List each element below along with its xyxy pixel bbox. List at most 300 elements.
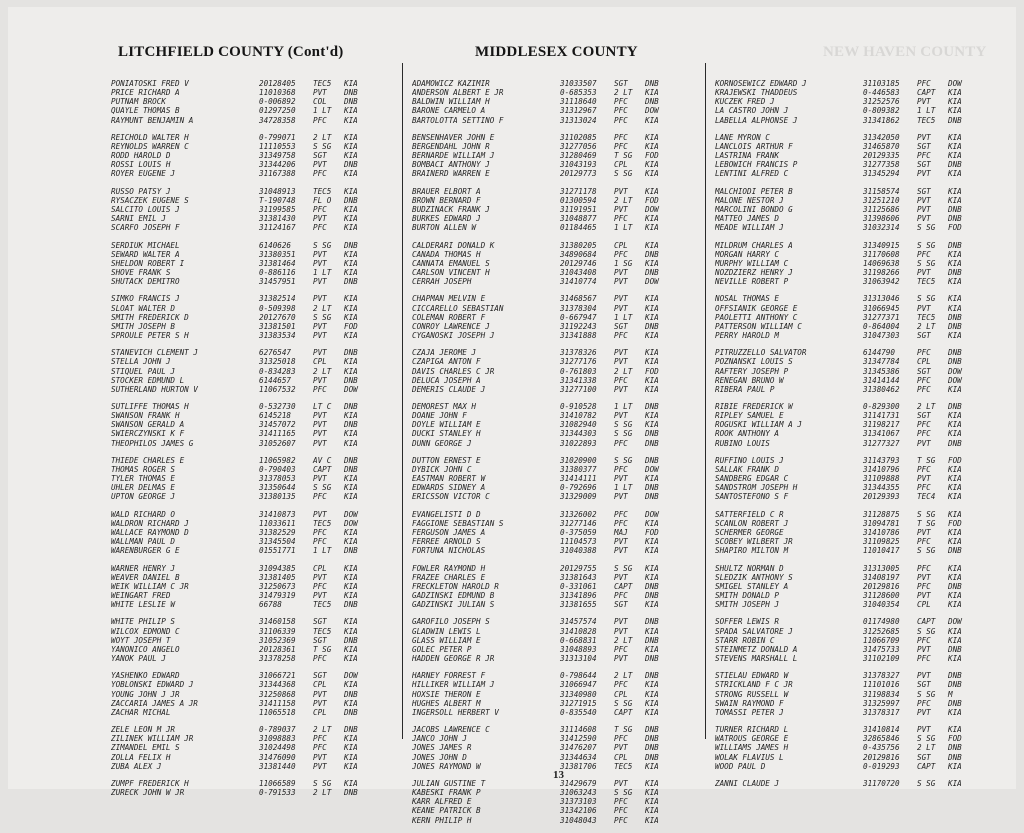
roster-block [111,671,370,717]
status: KIA [948,563,962,573]
rank: PVT [313,411,327,421]
status: KIA [948,528,962,538]
rank: 2 LT [917,402,936,412]
rank: S SG [917,294,936,304]
roster-row [111,214,370,223]
soldier-name: YANOK PAUL J [111,654,166,663]
rank: PFC [917,698,931,708]
rank: PFC [313,743,327,753]
roster-row [412,474,671,483]
rank: S SG [614,429,633,439]
status: KIA [948,537,962,547]
roster-block [715,779,974,788]
roster-row [715,528,974,537]
soldier-name: BERGENDAHL JOHN R [412,141,490,151]
serial-number: 31277327 [863,438,900,448]
rank: PFC [917,348,931,358]
status: KIA [948,429,962,439]
soldier-name: BRAUER ELBORT A [412,186,481,196]
status: KIA [344,644,358,654]
roster-row [412,79,671,88]
serial-number: 31118640 [560,97,597,107]
roster-block [715,510,974,556]
roster-row [412,743,671,752]
roster-row [715,97,974,106]
roster-row [715,474,974,483]
status: KIA [645,761,659,771]
status: DNB [344,97,358,107]
soldier-name: KUCZEK FRED J [715,97,775,107]
soldier-name: GAROFILO JOSEPH S [412,617,490,627]
serial-number: 31457072 [259,420,296,430]
soldier-name: SATTERFIELD C R [715,509,784,519]
rank: PVT [313,698,327,708]
serial-number: 31465870 [863,141,900,151]
status: KIA [948,303,962,313]
rank: PVT [917,267,931,277]
status: DNB [645,492,659,502]
serial-number: 31052369 [259,635,296,645]
rank: CPL [313,357,327,367]
status: KIA [344,743,358,753]
status: KIA [344,411,358,421]
serial-number: 0-761803 [560,366,597,376]
status: DNB [344,546,358,556]
rank: SGT [917,141,931,151]
rank: S SG [313,483,332,493]
status: DNB [344,707,358,717]
soldier-name: DEMOREST MAX H [412,402,477,412]
roster-row [412,600,671,609]
soldier-name: SWAIN RAYMOND F [715,698,784,708]
rank: SGT [917,366,931,376]
soldier-name: JONES JOHN D [412,752,467,762]
rank: PVT [917,214,931,224]
roster-row [715,617,974,626]
soldier-name: JONES JAMES R [412,743,472,753]
roster-row [111,411,370,420]
status: KIA [948,186,962,196]
status: FOD [948,734,962,744]
serial-number: 0-790403 [259,465,296,475]
rank: PFC [614,214,628,224]
status: DOW [948,79,962,88]
roster-row [715,322,974,331]
serial-number: 31412590 [560,734,597,744]
soldier-name: SMITH DONALD P [715,591,780,601]
roster-row [715,734,974,743]
roster-row [111,456,370,465]
serial-number: 20129335 [863,151,900,161]
roster-row [715,250,974,259]
rank: TEC5 [313,79,332,88]
roster-row [715,537,974,546]
status: KIA [344,734,358,744]
soldier-name: RIBIE FREDERICK W [715,402,793,412]
heading-litchfield-county: LITCHFIELD COUNTY (Cont'd) [118,44,344,60]
roster-row [111,223,370,232]
serial-number: 31106339 [259,626,296,636]
rank: PVT [917,97,931,107]
status: DNB [645,654,659,663]
rank: PFC [614,591,628,601]
soldier-name: SCANLON ROBERT J [715,518,789,528]
roster-block [111,348,370,394]
serial-number: 31410774 [560,277,597,287]
status: KIA [645,160,659,170]
serial-number: 31378327 [863,671,900,681]
status: KIA [948,474,962,484]
serial-number: 0-910528 [560,402,597,412]
status: KIA [344,249,358,259]
rank: PFC [614,734,628,744]
roster-row [412,97,671,106]
roster-row [111,546,370,555]
roster-row [715,367,974,376]
roster-row [715,725,974,734]
rank: PFC [614,132,628,142]
soldier-name: EASTMAN ROBERT W [412,474,486,484]
soldier-name: NOZDZIERZ HENRY J [715,267,793,277]
roster-block [111,133,370,179]
serial-number: 0-834283 [259,366,296,376]
soldier-name: GLASS WILLIAM E [412,635,481,645]
roster-block [111,294,370,340]
status: DNB [645,402,659,412]
soldier-name: WARENBURGER G E [111,546,180,556]
soldier-name: INGERSOLL HERBERT V [412,707,499,717]
soldier-name: ZUBA ALEX J [111,761,162,771]
rank: CPL [917,600,931,610]
rank: S SG [313,778,332,788]
status: DNB [948,581,962,591]
serial-number: 31381440 [259,761,296,771]
roster-row [715,627,974,636]
soldier-name: SUTLIFFE THOMAS H [111,402,189,412]
serial-number: 31094781 [863,518,900,528]
roster-row [111,169,370,178]
rank: 2 LT [614,671,633,681]
serial-number: 31271178 [560,186,597,196]
rank: T SG [614,725,633,735]
rank: PFC [917,563,931,573]
roster-block [111,79,370,125]
roster-row [715,582,974,591]
serial-number: 31457951 [259,277,296,287]
status: KIA [344,366,358,376]
serial-number: 31378053 [259,474,296,484]
roster-row [412,223,671,232]
status: KIA [645,240,659,250]
serial-number: 31098883 [259,734,296,744]
roster-row [715,196,974,205]
roster-row [111,97,370,106]
soldier-name: WALLACE RAYMOND D [111,528,189,538]
roster-row [412,816,671,825]
serial-number: 31382514 [259,294,296,304]
roster-row [715,429,974,438]
serial-number: 6140626 [259,240,292,250]
roster-row [412,411,671,420]
roster-row [412,116,671,125]
rank: SGT [917,411,931,421]
roster-row [412,357,671,366]
serial-number: 20129816 [863,752,900,762]
roster-row [111,88,370,97]
soldier-name: RAFTERY JOSEPH P [715,366,789,376]
status: KIA [645,258,659,268]
roster-row [111,753,370,762]
roster-row [412,331,671,340]
serial-number: 31103185 [863,79,900,88]
roster-row [111,402,370,411]
roster-row [412,645,671,654]
roster-row [111,690,370,699]
status: KIA [645,214,659,224]
roster-row [412,241,671,250]
status: DOW [645,106,659,116]
rank: PVT [313,321,327,331]
status: KIA [645,537,659,547]
serial-number: 11033611 [259,518,296,528]
soldier-name: STEINMETZ DONALD A [715,644,798,654]
rank: PFC [313,581,327,591]
soldier-name: SLEDZIK ANTHONY S [715,572,793,582]
serial-number: 20129816 [863,581,900,591]
roster-block [715,564,974,610]
serial-number: 0-798644 [560,671,597,681]
soldier-name: MEADE WILLIAM J [715,223,784,233]
rank: 2 LT [917,743,936,753]
status: KIA [344,752,358,762]
soldier-name: JANCO JOHN J [412,734,467,744]
roster-row [111,654,370,663]
serial-number: 31342050 [863,132,900,142]
status: KIA [948,330,962,340]
rank: PVT [614,303,628,313]
roster-row [412,725,671,734]
serial-number: 11101016 [863,680,900,690]
rank: PVT [917,204,931,214]
status: DNB [645,97,659,107]
roster-row [412,546,671,555]
rank: PVT [917,591,931,601]
status: DNB [645,671,659,681]
status: DNB [948,671,962,681]
status: FOD [948,455,962,465]
roster-block [715,456,974,502]
soldier-name: WALD RICHARD O [111,509,176,519]
soldier-name: DELUCA JOSEPH A [412,375,481,385]
rank: PFC [917,465,931,475]
soldier-name: RIPLEY SAMUEL E [715,411,784,421]
status: KIA [645,223,659,233]
serial-number: 31475733 [863,644,900,654]
serial-number: 0-809382 [863,106,900,116]
soldier-name: ANDERSON ALBERT E JR [412,88,504,98]
roster-row [715,169,974,178]
roster-row [715,420,974,429]
rank: PVT [917,303,931,313]
soldier-name: ADAMOWICZ KAZIMIR [412,79,490,88]
status: KIA [948,132,962,142]
rank: SGT [313,671,327,681]
roster-row [412,528,671,537]
status: DNB [645,455,659,465]
roster-block [715,348,974,394]
soldier-name: LANCLOIS ARTHUR F [715,141,793,151]
rank: PVT [313,509,327,519]
status: DNB [645,321,659,331]
soldier-name: LENTINI ALFRED C [715,169,789,179]
roster-row [412,160,671,169]
roster-row [412,654,671,663]
soldier-name: SALCITO LOUIS J [111,204,180,214]
roster-row [715,160,974,169]
serial-number: 31252685 [863,626,900,636]
status: KIA [344,169,358,179]
rank: SGT [313,617,327,627]
serial-number: 11067532 [259,384,296,394]
roster-row [412,376,671,385]
roster-row [412,492,671,501]
roster-row [412,169,671,178]
status: KIA [948,106,962,116]
soldier-name: GADZINSKI EDMUND B [412,591,495,601]
serial-number: 31341067 [863,429,900,439]
rank: PVT [614,474,628,484]
roster-row [412,133,671,142]
status: KIA [344,330,358,340]
status: DOW [645,465,659,475]
soldier-name: PRICE RICHARD A [111,88,180,98]
status: DNB [344,420,358,430]
soldier-name: WOYT JOSEPH T [111,635,171,645]
roster-block [412,79,671,125]
rank: TEC5 [313,600,332,610]
status: DNB [344,195,358,205]
soldier-name: THOMAS ROGER S [111,465,176,475]
serial-number: 31198217 [863,420,900,430]
rank: PVT [917,132,931,142]
rank: PVT [917,528,931,538]
soldier-name: HILLIKER WILLIAM J [412,680,495,690]
status: KIA [948,778,962,788]
soldier-name: WOOD PAUL D [715,761,766,771]
soldier-name: PATTERSON WILLIAM C [715,321,802,331]
soldier-name: TYLER THOMAS E [111,474,176,484]
status: KIA [344,474,358,484]
roster-row [412,187,671,196]
soldier-name: MALCHIODI PETER B [715,186,793,196]
rank: PVT [313,752,327,762]
status: DNB [948,240,962,250]
serial-number: 31032314 [863,223,900,233]
serial-number: 31109825 [863,537,900,547]
soldier-name: COLEMAN ROBERT F [412,312,486,322]
status: KIA [645,707,659,717]
roster-row [715,402,974,411]
soldier-name: LA CASTRO JOHN J [715,106,789,116]
roster-row [715,187,974,196]
rank: PVT [313,474,327,484]
status: FOD [344,321,358,331]
serial-number: 0-886116 [259,267,296,277]
soldier-name: DUCKI STANLEY H [412,429,481,439]
soldier-name: STELLA JOHN J [111,357,171,367]
status: KIA [344,429,358,439]
roster-row [111,151,370,160]
soldier-name: CANADA THOMAS H [412,249,481,259]
roster-row [412,313,671,322]
serial-number: 31398606 [863,214,900,224]
rank: PVT [313,375,327,385]
soldier-name: BOMBACI ANTHONY J [412,160,490,170]
status: KIA [344,141,358,151]
roster-row [412,690,671,699]
soldier-name: SIMKO FRANCIS J [111,294,180,304]
roster-row [715,259,974,268]
roster-block [412,671,671,717]
roster-row [111,133,370,142]
roster-row [715,708,974,717]
serial-number: 31460158 [259,617,296,627]
rank: PFC [313,537,327,547]
rank: 2 LT [313,303,332,313]
rank: 2 LT [313,788,332,798]
serial-number: 31342106 [560,806,597,816]
roster-row [715,241,974,250]
roster-row [715,546,974,555]
roster-row [111,313,370,322]
roster-row [111,187,370,196]
serial-number: 31345504 [259,537,296,547]
roster-row [111,429,370,438]
soldier-name: ZOLLA FELIX H [111,752,171,762]
roster-row [412,734,671,743]
serial-number: 31344634 [560,752,597,762]
heading-middlesex-county: MIDDLESEX COUNTY [475,44,638,60]
status: KIA [948,195,962,205]
rank: PVT [313,88,327,98]
serial-number: 31429679 [560,778,597,788]
serial-number: 31250868 [259,689,296,699]
soldier-name: HOXSIE THERON E [412,689,481,699]
soldier-name: CHAPMAN MELVIN E [412,294,486,304]
soldier-name: STIQUEL PAUL J [111,366,176,376]
serial-number: T-190748 [259,195,296,205]
soldier-name: LABELLA ALPHONSE J [715,115,798,125]
soldier-name: WOLAK FLAVIUS L [715,752,784,762]
roster-block [412,402,671,448]
rank: PVT [313,249,327,259]
status: KIA [344,106,358,116]
status: KIA [344,294,358,304]
status: KIA [645,815,659,825]
roster-row [412,151,671,160]
roster-row [111,142,370,151]
roster-row [412,367,671,376]
serial-number: 6144657 [259,375,292,385]
roster-row [715,636,974,645]
status: DOW [948,375,962,385]
serial-number: 11066709 [863,635,900,645]
serial-number: 31479319 [259,591,296,601]
serial-number: 20128361 [259,644,296,654]
status: KIA [344,204,358,214]
serial-number: 31251210 [863,195,900,205]
soldier-name: ZACHAR MICHAL [111,707,171,717]
